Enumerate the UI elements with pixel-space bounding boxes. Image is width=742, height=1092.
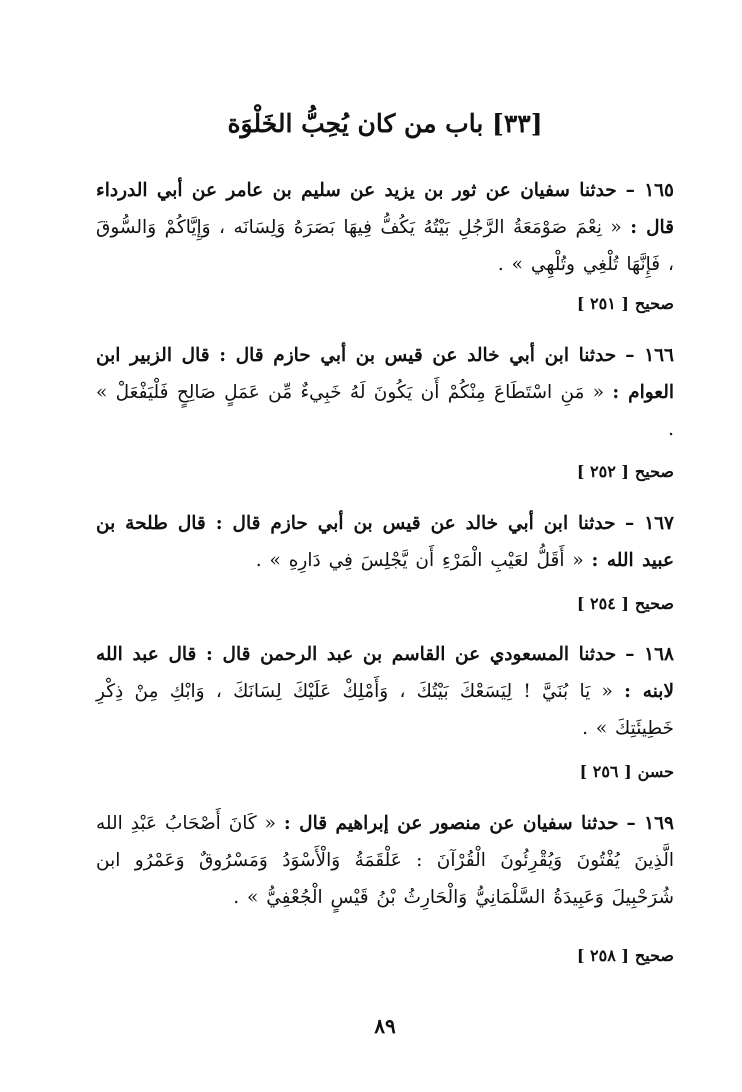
hadith-text: « نِعْمَ صَوْمَعَةُ الرَّجُلِ بَيْتُهُ يَكُفُّ فِيهَا بَصَرَهُ وَلِسَانَه ، وَإِيَّاكُمْ وَالسُّوقَ ، فَإِنَّهَا تُلْغِي وتُلْهِي » .	[96, 217, 674, 275]
grade-reference: [ ٢٥٦ ]	[579, 762, 632, 781]
grade-reference: [ ٢٥١ ]	[576, 294, 629, 313]
hadith-number: ١٦٦ –	[625, 345, 674, 366]
grade-label: صحيح	[634, 594, 674, 613]
hadith-number: ١٦٩ –	[626, 813, 674, 834]
hadith-isnad: حدثنا المسعودي عن القاسم بن عبد الرحمن قال : قال عبد الله لابنه :	[96, 644, 674, 702]
hadith-isnad: حدثنا سفيان عن منصور عن إبراهيم قال :	[283, 813, 619, 834]
page-number: ٨٩	[374, 1014, 396, 1038]
hadith-number: ١٦٨ –	[625, 644, 674, 665]
hadith-text: « مَنِ اسْتَطَاعَ مِنْكُمْ أَن يَكُونَ لَهُ خَبِيءٌ مِّن عَمَلٍ صَالِحٍ فَلْيَفْعَلْ » .	[96, 382, 674, 440]
grade-label: صحيح	[634, 294, 674, 313]
hadith-number: ١٦٥ –	[625, 180, 674, 201]
hadith-text: « كَانَ أَصْحَابُ عَبْدِ الله الَّذِينَ يُفْتُونَ وَيُقْرِئُونَ الْقُرْآنَ : عَلْقَمَةُ وَالْأَسْوَدُ وَمَسْرُوقٌ وَعَمْرُو ابن شُرَحْبِيلَ وَعَبِيدَةُ السَّلْمَانِيُّ وَالْحَارِثُ بْنُ قَيْسٍ الْجُعْفِيُّ » .	[96, 813, 674, 908]
hadith-isnad: حدثنا سفيان عن ثور بن يزيد عن سليم بن عامر عن أبي الدرداء قال :	[96, 180, 674, 238]
hadith-grade	[580, 760, 674, 784]
chapter-title: [٣٣] باب من كان يُحِبُّ الخَلْوَة	[227, 109, 543, 138]
hadith-text: « أَقَلُّ لعَيْبِ الْمَرْءِ أَن يَّجْلِسَ فِي دَارِهِ » .	[255, 550, 584, 571]
grade-reference: [ ٢٥٨ ]	[576, 946, 629, 965]
book-page	[96, 0, 674, 1092]
hadith-165	[96, 172, 674, 283]
grade-reference: [ ٢٥٤ ]	[576, 594, 629, 613]
grade-label: حسن	[637, 762, 674, 781]
grade-label: صحيح	[634, 462, 674, 481]
hadith-grade	[577, 944, 674, 968]
hadith-isnad: حدثنا ابن أبي خالد عن قيس بن أبي حازم قال : قال الزبير ابن العوام :	[96, 345, 674, 403]
hadith-text: « يَا بُنَيَّ ! لِيَسَعْكَ بَيْتُكَ ، وَأَمْلِكْ عَلَيْكَ لِسَانَكَ ، وَابْكِ مِنْ ذِكْرِ خَطِيئَتِكَ » .	[96, 681, 674, 739]
hadith-grade	[577, 292, 674, 316]
grade-reference: [ ٢٥٢ ]	[576, 462, 629, 481]
hadith-169	[96, 805, 674, 916]
hadith-166	[96, 337, 674, 448]
hadith-grade	[577, 460, 674, 484]
hadith-isnad: حدثنا ابن أبي خالد عن قيس بن أبي حازم قال : قال طلحة بن عبيد الله :	[96, 513, 674, 571]
hadith-167	[96, 505, 674, 579]
hadith-grade	[577, 592, 674, 616]
hadith-number: ١٦٧ –	[624, 513, 674, 534]
hadith-168	[96, 636, 674, 747]
grade-label: صحيح	[634, 946, 674, 965]
